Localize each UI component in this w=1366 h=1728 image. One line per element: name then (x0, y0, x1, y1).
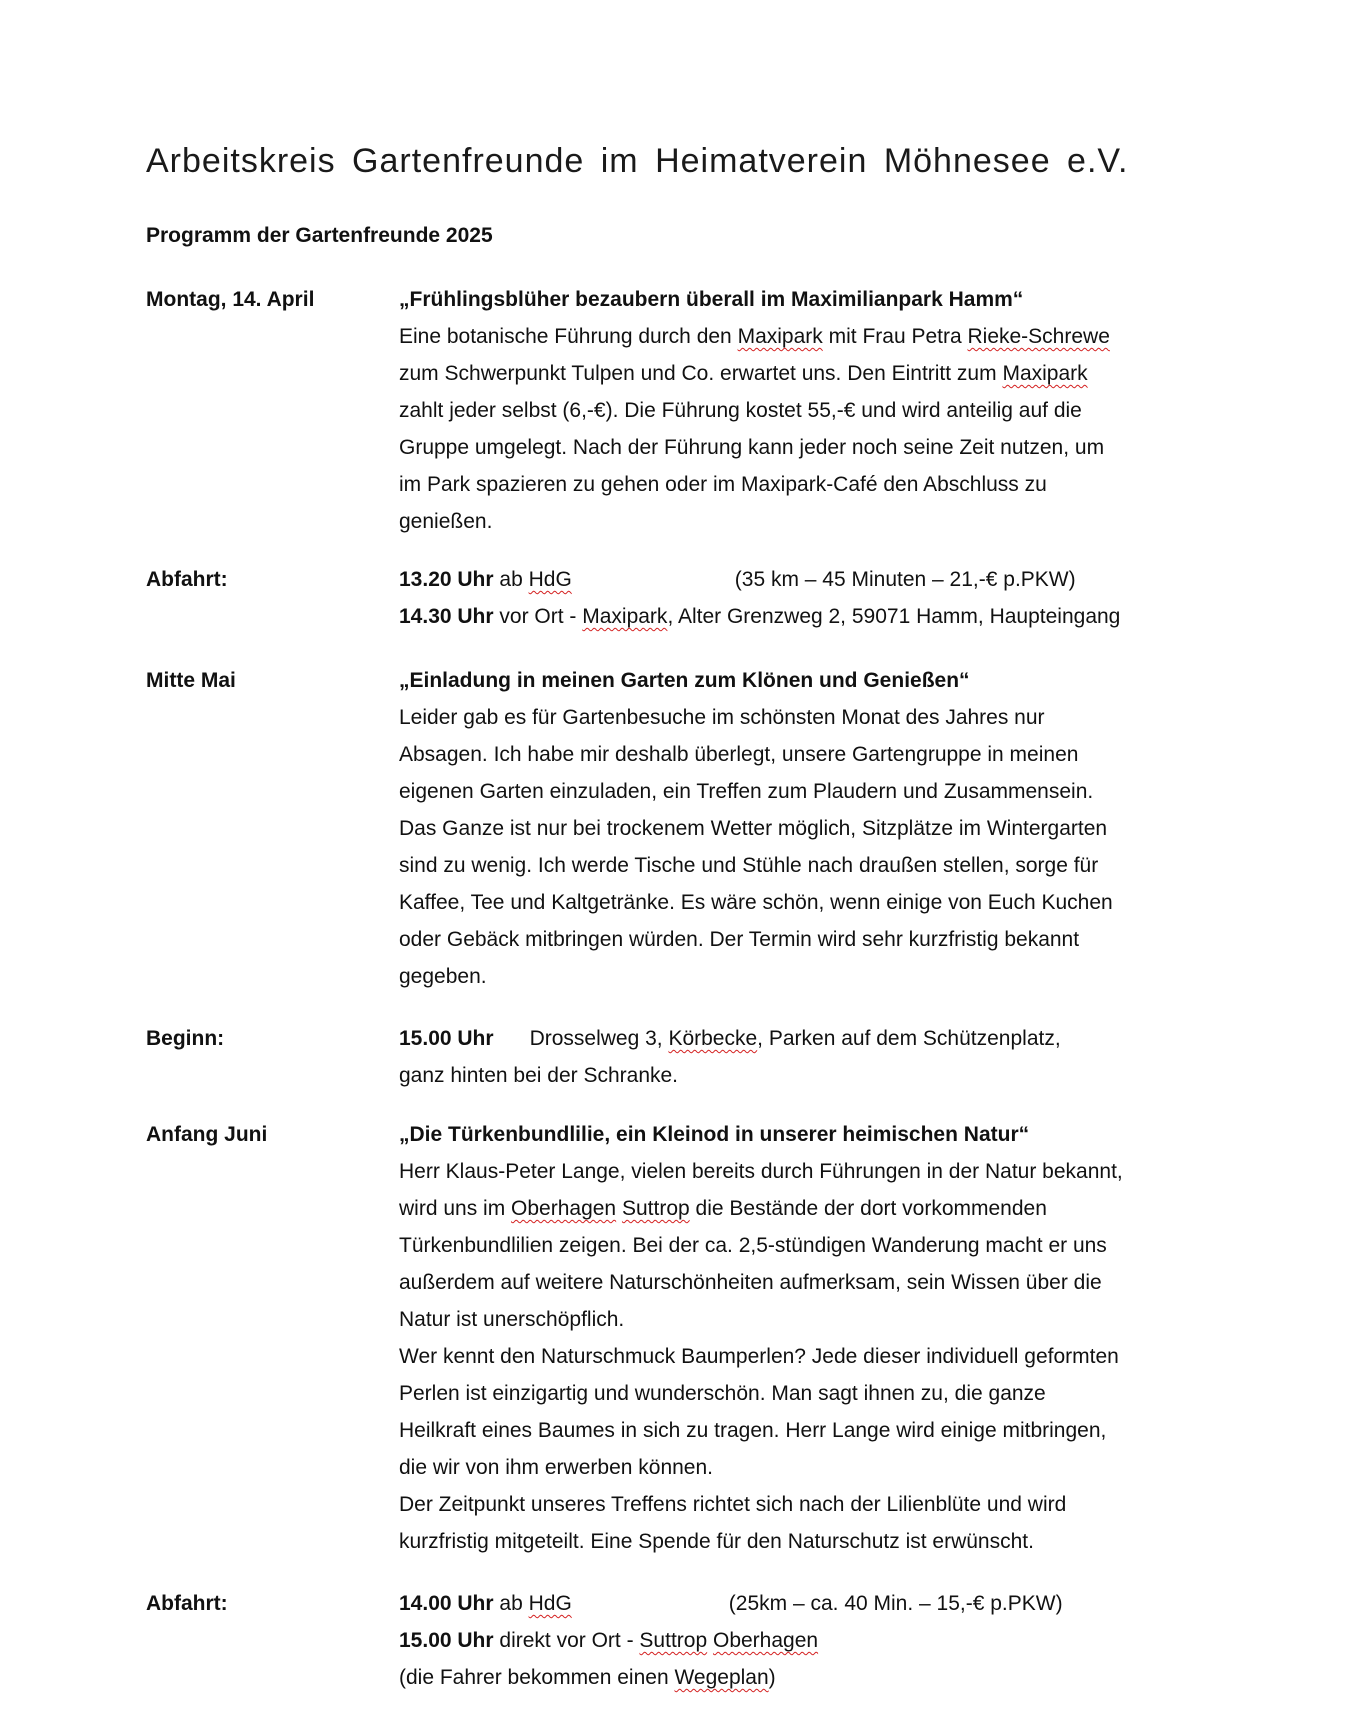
event-date: Mitte Mai (146, 669, 236, 692)
start-time: 15.00 Uhr (399, 1027, 494, 1050)
text-line: zahlt jeder selbst (6,-€). Die Führung kostet 55,-€ und wird anteilig auf die (399, 399, 1082, 422)
start-label: Beginn: (146, 1027, 225, 1050)
text-line: Wer kennt den Naturschmuck Baumperlen? Jede dieser individuell geformten (399, 1345, 1119, 1368)
address: , Alter Grenzweg 2, 59071 Hamm, Haupteingang (667, 605, 1121, 628)
arrival-line (399, 598, 1239, 635)
start-line (399, 1020, 1239, 1057)
text-line: genießen. (399, 510, 493, 533)
text-line: im Park spazieren zu gehen oder im Maxipark-Café den Abschluss zu (399, 473, 1047, 496)
departure-time: 13.20 Uhr (399, 568, 494, 591)
text-line (399, 1190, 1239, 1227)
event-description (399, 662, 1239, 995)
text-segment: vor Ort - (493, 605, 583, 628)
text-line: Kaffee, Tee und Kaltgetränke. Es wäre schön, wenn einige von Euch Kuchen (399, 891, 1113, 914)
departure-details (399, 1585, 1239, 1696)
text-segment: ab (493, 568, 529, 591)
text-segment: (die Fahrer bekommen einen (399, 1666, 675, 1689)
event-description (399, 1116, 1239, 1560)
trip-info: (35 km – 45 Minuten – 21,-€ p.PKW) (734, 568, 1076, 591)
program-heading: Programm der Gartenfreunde 2025 (146, 224, 493, 247)
text-line: eigenen Garten einzuladen, ein Treffen zum Plaudern und Zusammensein. (399, 780, 1094, 803)
misspelled-word: Maxipark (582, 605, 668, 628)
misspelled-word: Oberhagen (712, 1629, 819, 1652)
departure-line (399, 1585, 1239, 1622)
text-segment: Drosselweg 3, (529, 1027, 669, 1050)
arrival-line (399, 1622, 1239, 1659)
text-line: Herr Klaus-Peter Lange, vielen bereits durch Führungen in der Natur bekannt, (399, 1160, 1123, 1183)
departure-label: Abfahrt: (146, 1592, 228, 1615)
text-line: ganz hinten bei der Schranke. (399, 1064, 679, 1087)
text-line: Der Zeitpunkt unseres Treffens richtet sich nach der Lilienblüte und wird (399, 1493, 1067, 1516)
text-line: gegeben. (399, 965, 487, 988)
misspelled-word: HdG (528, 1592, 572, 1615)
text-line: die wir von ihm erwerben können. (399, 1456, 713, 1479)
event-date: Anfang Juni (146, 1123, 268, 1146)
document-title: Arbeitskreis Gartenfreunde im Heimatverein Möhnesee e.V. (146, 142, 1129, 180)
text-segment: zum Schwerpunkt Tulpen und Co. erwartet uns. Den Eintritt zum (399, 362, 1003, 385)
text-line: Türkenbundlilien zeigen. Bei der ca. 2,5-stündigen Wanderung macht er uns (399, 1234, 1107, 1257)
text-line: außerdem auf weitere Naturschönheiten aufmerksam, sein Wissen über die (399, 1271, 1102, 1294)
note-line (399, 1659, 1239, 1696)
misspelled-word: HdG (528, 568, 572, 591)
text-segment: direkt vor Ort - (493, 1629, 640, 1652)
misspelled-word: Suttrop (639, 1629, 708, 1652)
text-line (399, 355, 1239, 392)
text-segment: ab (493, 1592, 529, 1615)
text-line: Leider gab es für Gartenbesuche im schönsten Monat des Jahres nur (399, 706, 1045, 729)
text-line: Perlen ist einzigartig und wunderschön. Man sagt ihnen zu, die ganze (399, 1382, 1046, 1405)
text-segment: mit Frau Petra (822, 325, 968, 348)
text-segment: die Bestände der dort vorkommenden (689, 1197, 1047, 1220)
text-segment: Eine botanische Führung durch den (399, 325, 738, 348)
misspelled-word: Maxipark (1002, 362, 1088, 385)
text-line: Gruppe umgelegt. Nach der Führung kann jeder noch seine Zeit nutzen, um (399, 436, 1105, 459)
misspelled-word: Maxipark (737, 325, 823, 348)
text-line: Heilkraft eines Baumes in sich zu tragen. Herr Lange wird einige mitbringen, (399, 1419, 1107, 1442)
text-line: kurzfristig mitgeteilt. Eine Spende für den Naturschutz ist erwünscht. (399, 1530, 1034, 1553)
start-details (399, 1020, 1239, 1094)
text-line: Absagen. Ich habe mir deshalb überlegt, unsere Gartengruppe in meinen (399, 743, 1079, 766)
arrival-time: 15.00 Uhr (399, 1629, 494, 1652)
text-line: oder Gebäck mitbringen würden. Der Termin wird sehr kurzfristig bekannt (399, 928, 1080, 951)
departure-line (399, 561, 1239, 598)
text-segment: ) (768, 1666, 776, 1689)
event-title: „Einladung in meinen Garten zum Klönen und Genießen“ (399, 669, 970, 692)
event-title: „Frühlingsblüher bezaubern überall im Maximilianpark Hamm“ (399, 288, 1024, 311)
trip-info: (25km – ca. 40 Min. – 15,-€ p.PKW) (728, 1592, 1063, 1615)
misspelled-word: Suttrop (621, 1197, 690, 1220)
text-line (399, 318, 1239, 355)
arrival-time: 14.30 Uhr (399, 605, 494, 628)
event-description (399, 281, 1239, 540)
departure-details (399, 561, 1239, 635)
misspelled-word: Körbecke (668, 1027, 758, 1050)
text-line: Das Ganze ist nur bei trockenem Wetter möglich, Sitzplätze im Wintergarten (399, 817, 1108, 840)
event-date: Montag, 14. April (146, 288, 315, 311)
text-line: sind zu wenig. Ich werde Tische und Stühle nach draußen stellen, sorge für (399, 854, 1099, 877)
event-title: „Die Türkenbundlilie, ein Kleinod in unserer heimischen Natur“ (399, 1123, 1030, 1146)
misspelled-word: Wegeplan (674, 1666, 769, 1689)
text-line: Natur ist unerschöpflich. (399, 1308, 625, 1331)
misspelled-word: Oberhagen (511, 1197, 617, 1220)
misspelled-word: Rieke-Schrewe (967, 325, 1110, 348)
text-segment: , Parken auf dem Schützenplatz, (757, 1027, 1061, 1050)
departure-label: Abfahrt: (146, 568, 228, 591)
text-segment: wird uns im (399, 1197, 512, 1220)
departure-time: 14.00 Uhr (399, 1592, 494, 1615)
